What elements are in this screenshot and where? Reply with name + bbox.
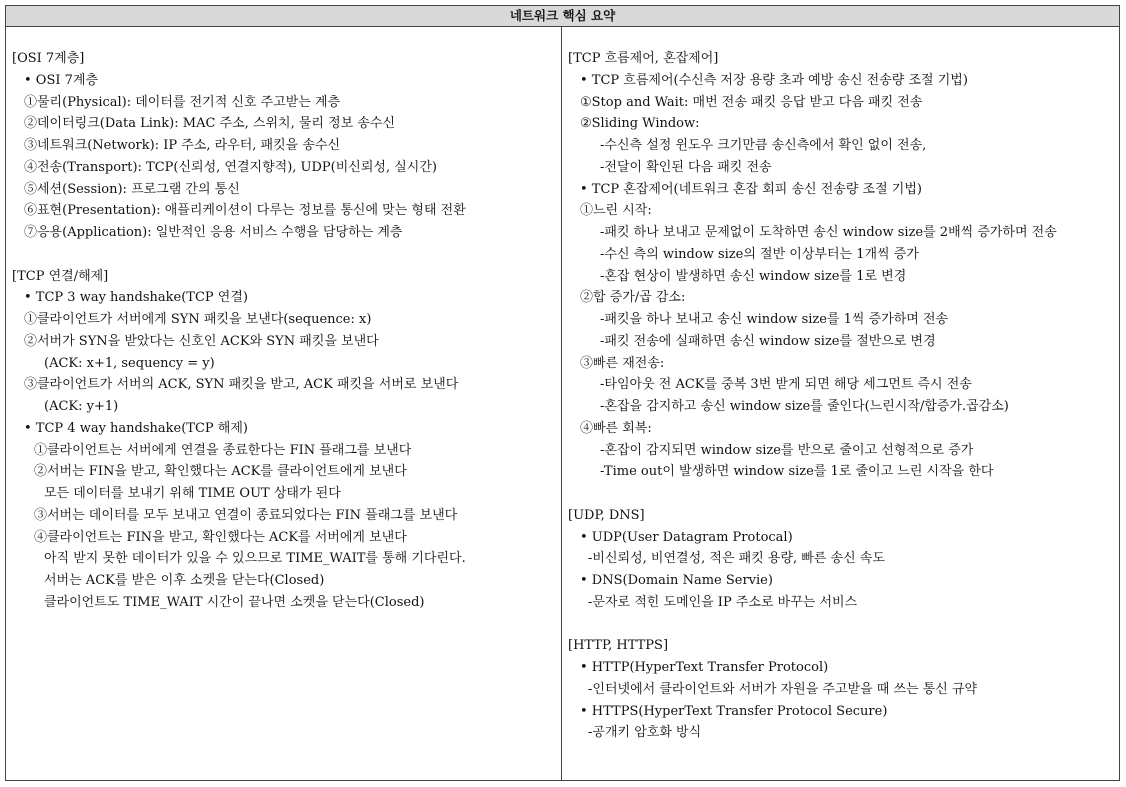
text-line: ②데이터링크(Data Link): MAC 주소, 스위치, 물리 정보 송수신 (24, 116, 396, 132)
text-line: ④전송(Transport): TCP(신뢰성, 연결지향적), UDP(비신뢰성, 실시간) (24, 159, 437, 175)
text-line: -비신뢰성, 비연결성, 적은 패킷 용량, 빠른 송신 속도 (588, 551, 885, 567)
text-line: -전달이 확인된 다음 패킷 전송 (600, 159, 772, 175)
text-line: -혼잡이 감지되면 window size를 반으로 줄이고 선형적으로 증가 (600, 442, 974, 458)
text-line: • TCP 3 way handshake(TCP 연결) (24, 290, 248, 306)
text-line: • HTTPS(HyperText Transfer Protocol Secure) (580, 703, 888, 719)
section-heading: [OSI 7계층] (12, 51, 85, 66)
text-line: -문자로 적힌 도메인을 IP 주소로 바꾸는 서비스 (588, 594, 858, 610)
table-body (6, 27, 1119, 780)
text-line: • TCP 4 way handshake(TCP 해제) (24, 420, 248, 436)
section-heading: [UDP, DNS] (568, 507, 645, 523)
text-line: -패킷 하나 보내고 문제없이 도착하면 송신 window size를 2배씩 증가하며 전송 (600, 225, 1057, 240)
text-line: ④클라이언트는 FIN을 받고, 확인했다는 ACK를 서버에게 보낸다 (34, 529, 407, 545)
text-line: (ACK: y+1) (44, 399, 119, 414)
text-line: ⑥표현(Presentation): 애플리케이션이 다루는 정보를 통신에 맞는 형태 전환 (24, 203, 466, 219)
left-column (6, 27, 562, 780)
text-line: -혼잡 현상이 발생하면 송신 window size를 1로 변경 (600, 268, 907, 284)
text-line: ①클라이언트는 서버에게 연결을 종료한다는 FIN 플래그를 보낸다 (34, 442, 412, 458)
text-line: 모든 데이터를 보내기 위해 TIME OUT 상태가 된다 (44, 486, 341, 501)
text-line: ②Sliding Window: (580, 116, 700, 132)
section-heading: [HTTP, HTTPS] (568, 638, 669, 654)
blank-line (568, 483, 1119, 505)
text-line: -수신 측의 window size의 절반 이상부터는 1개씩 증가 (600, 246, 919, 262)
blank-line (12, 244, 561, 266)
text-line: 서버는 ACK를 받은 이후 소켓을 닫는다(Closed) (44, 573, 325, 588)
text-line: -Time out이 발생하면 window size를 1로 줄이고 느린 시작을 한다 (600, 464, 994, 480)
text-line: ③빠른 재전송: (580, 355, 665, 371)
text-line: ②서버가 SYN을 받았다는 신호인 ACK와 SYN 패킷을 보낸다 (24, 333, 379, 349)
summary-table (5, 5, 1120, 781)
text-line: ①물리(Physical): 데이터를 전기적 신호 주고받는 계층 (24, 94, 341, 110)
text-line: -패킷 전송에 실패하면 송신 window size를 절반으로 변경 (600, 333, 936, 349)
text-line: ③서버는 데이터를 모두 보내고 연결이 종료되었다는 FIN 플래그를 보낸다 (34, 507, 458, 523)
text-line: • UDP(User Datagram Protocal) (580, 529, 793, 545)
text-line: ⑦응용(Application): 일반적인 응용 서비스 수행을 담당하는 계층 (24, 225, 403, 240)
text-line: ②합 증가/곱 감소: (580, 290, 686, 306)
text-line: ①클라이언트가 서버에게 SYN 패킷을 보낸다(sequence: x) (24, 312, 372, 327)
text-line: ③클라이언트가 서버의 ACK, SYN 패킷을 받고, ACK 패킷을 서버로 보낸다 (24, 377, 459, 393)
text-line: • OSI 7계층 (24, 72, 99, 88)
text-line: • TCP 혼잡제어(네트워크 혼잡 회피 송신 전송량 조절 기법) (580, 181, 922, 197)
text-line: -타임아웃 전 ACK를 중복 3번 받게 되면 해당 세그먼트 즉시 전송 (600, 377, 972, 393)
text-line: -공개키 암호화 방식 (588, 725, 702, 741)
text-line: ②서버는 FIN을 받고, 확인했다는 ACK를 클라이언트에게 보낸다 (34, 464, 407, 480)
text-line: -수신측 설정 윈도우 크기만큼 송신측에서 확인 없이 전송, (600, 138, 927, 153)
text-line: (ACK: x+1, sequency = y) (44, 355, 215, 371)
table-title: 네트워크 핵심 요약 (6, 6, 1119, 27)
text-line: -패킷을 하나 보내고 송신 window size를 1씩 증가하며 전송 (600, 312, 949, 327)
text-line: ⑤세션(Session): 프로그램 간의 통신 (24, 181, 240, 197)
text-line: ①Stop and Wait: 매번 전송 패킷 응답 받고 다음 패킷 전송 (580, 94, 923, 110)
text-line: 아직 받지 못한 데이터가 있을 수 있으므로 TIME_WAIT를 통해 기다린다. (44, 551, 466, 567)
section-heading: [TCP 연결/해제] (12, 268, 109, 284)
text-line: • HTTP(HyperText Transfer Protocol) (580, 660, 829, 675)
text-line: ①느린 시작: (580, 203, 652, 219)
text-line: ④빠른 회복: (580, 420, 652, 436)
text-line: • DNS(Domain Name Servie) (580, 573, 773, 588)
text-line: -인터넷에서 클라이언트와 서버가 자원을 주고받을 때 쓰는 통신 규약 (588, 681, 978, 697)
text-line: 클라이언트도 TIME_WAIT 시간이 끝나면 소켓을 닫는다(Closed) (44, 594, 425, 610)
blank-line (568, 614, 1119, 636)
text-line: • TCP 흐름제어(수신측 저장 용량 초과 예방 송신 전송량 조절 기법) (580, 72, 968, 88)
text-line: ③네트워크(Network): IP 주소, 라우터, 패킷을 송수신 (24, 138, 341, 153)
right-column (562, 27, 1119, 780)
section-heading: [TCP 흐름제어, 혼잡제어] (568, 51, 719, 66)
text-line: -혼잡을 감지하고 송신 window size를 줄인다(느린시작/합증가.곱감소) (600, 399, 1009, 414)
